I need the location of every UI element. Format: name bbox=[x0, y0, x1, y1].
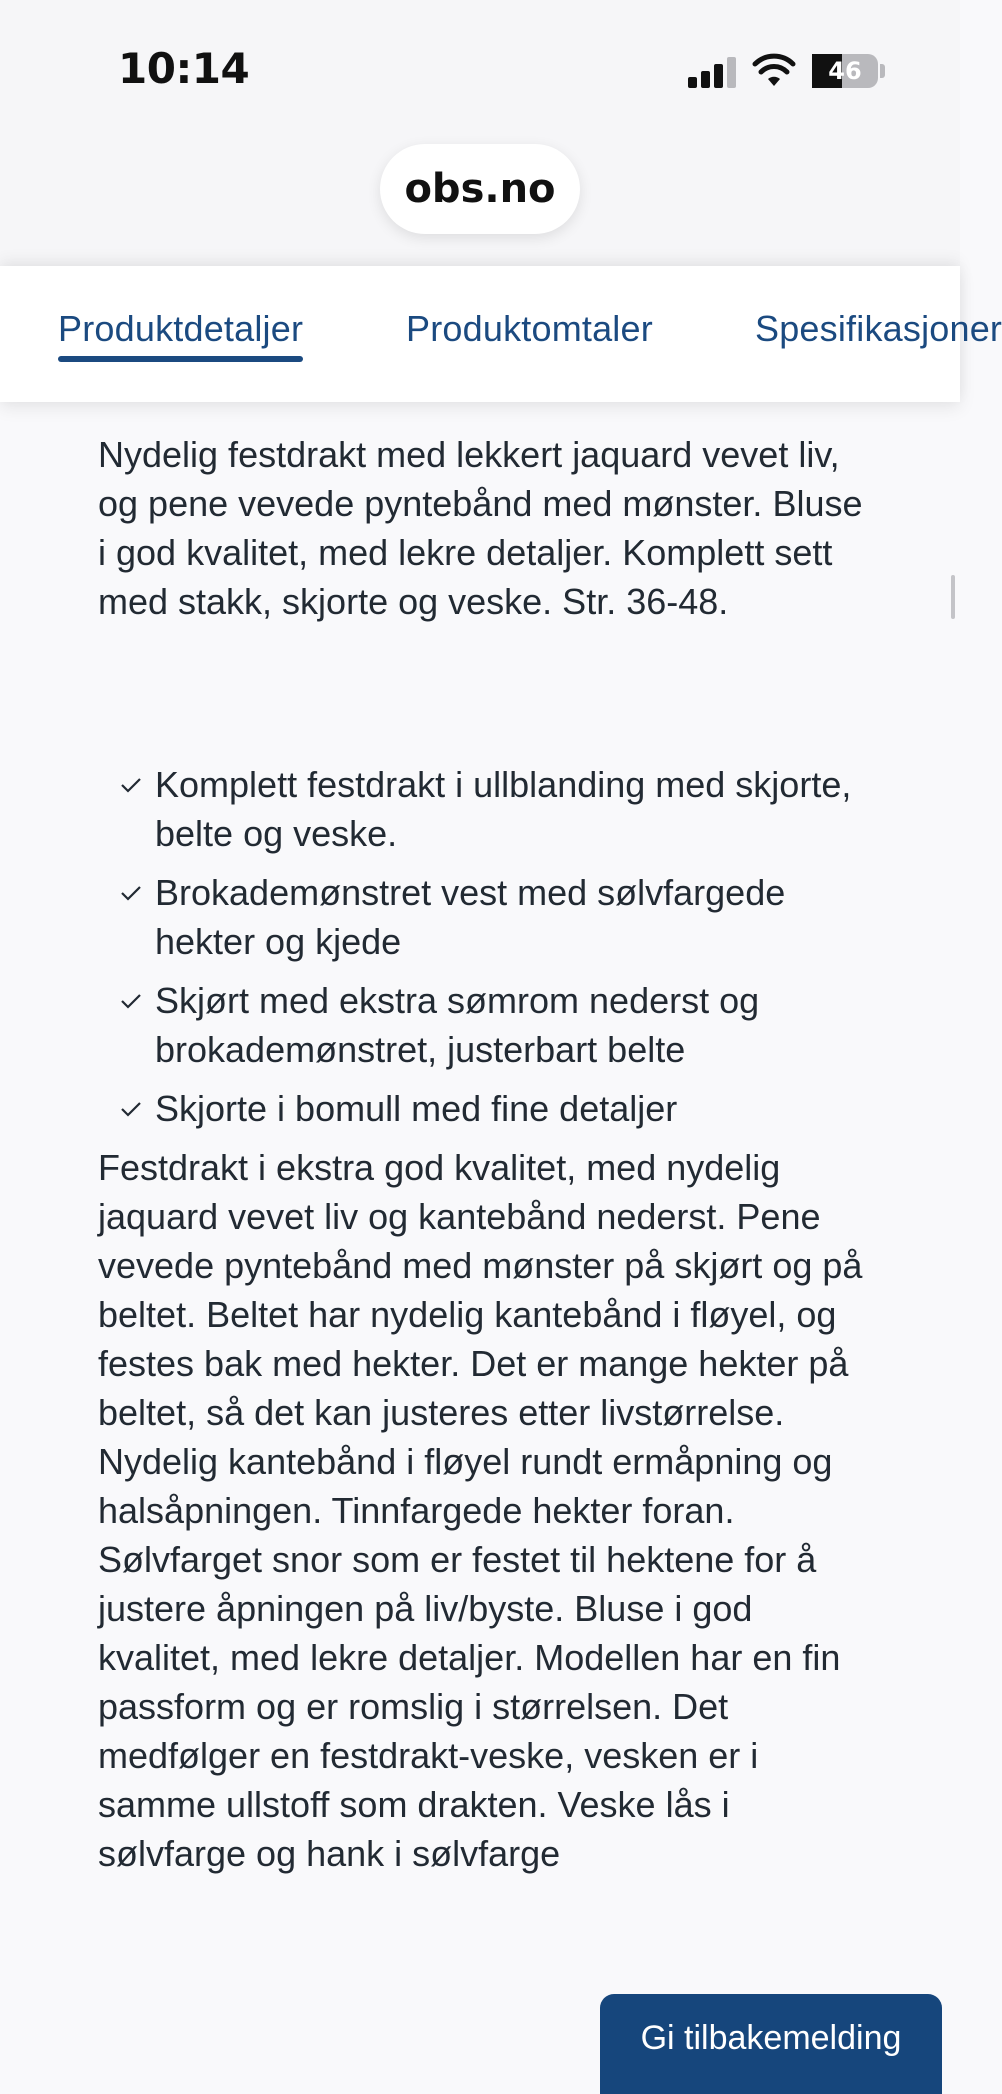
product-description: Festdrakt i ekstra god kvalitet, med nydelig jaquard vevet liv og kantebånd nederst. Pene vevede pyntebånd med mønster på skjørt og på beltet. Beltet har nydelig kantebånd i fløyel, og festes bak med hekter. Det er mange hekter på beltet, så det kan justeres etter livstørrelse. Nydelig kantebånd i fløyel rundt ermåpning og halsåpningen. Tinnfargede hekter foran. Sølvfarget snor som er festet til hektene for å justere åpningen på liv/byste. Bluse i god kvalitet, med lekre detaljer. Modellen har en fin passform og er romslig i størrelsen. Det medfølger en festdrakt-veske, vesken er i samme ullstoff som drakten. Veske lås i sølvfarge og hank i sølvfarge bbox=[98, 1147, 863, 1874]
tab-produktdetaljer[interactable]: Produktdetaljer bbox=[58, 308, 304, 349]
check-icon bbox=[120, 776, 142, 794]
feature-text: Komplett festdrakt i ullblanding med skjorte, belte og veske. bbox=[155, 764, 852, 854]
battery-cap bbox=[880, 64, 885, 78]
browser-address-area bbox=[0, 140, 960, 266]
battery-icon bbox=[812, 54, 878, 88]
product-intro: Nydelig festdrakt med lekkert jaquard vevet liv, og pene vevede pyntebånd med mønster. Bluse i god kvalitet, med lekre detaljer. Komplett sett med stakk, skjorte og veske. Str. 36-48. bbox=[98, 434, 863, 622]
cellular-signal-icon bbox=[688, 56, 736, 88]
tab-spesifikasjoner[interactable]: Spesifikasjoner bbox=[755, 308, 1002, 349]
tab-produktomtaler[interactable]: Produktomtaler bbox=[406, 308, 653, 349]
battery-level: 46 bbox=[828, 57, 862, 85]
check-icon bbox=[120, 884, 142, 902]
url-bar[interactable]: obs.no bbox=[380, 144, 580, 234]
wifi-icon bbox=[752, 52, 796, 88]
scroll-indicator[interactable] bbox=[951, 575, 955, 619]
list-item bbox=[120, 760, 878, 858]
list-item bbox=[120, 1084, 878, 1133]
feature-list bbox=[98, 760, 878, 1133]
check-icon bbox=[120, 992, 142, 1010]
list-item bbox=[120, 976, 878, 1074]
product-details bbox=[98, 430, 878, 1878]
product-tabs bbox=[0, 266, 1002, 402]
feature-text: Skjorte i bomull med fine detaljer bbox=[155, 1088, 678, 1129]
feature-text: Skjørt med ekstra sømrom nederst og brokademønstret, justerbart belte bbox=[155, 980, 760, 1070]
feedback-button[interactable]: Gi tilbakemelding bbox=[600, 1994, 942, 2094]
status-time: 10:14 bbox=[118, 44, 250, 93]
check-icon bbox=[120, 1100, 142, 1118]
status-bar bbox=[0, 0, 960, 140]
feature-text: Brokademønstret vest med sølvfargede hekter og kjede bbox=[155, 872, 786, 962]
list-item bbox=[120, 868, 878, 966]
